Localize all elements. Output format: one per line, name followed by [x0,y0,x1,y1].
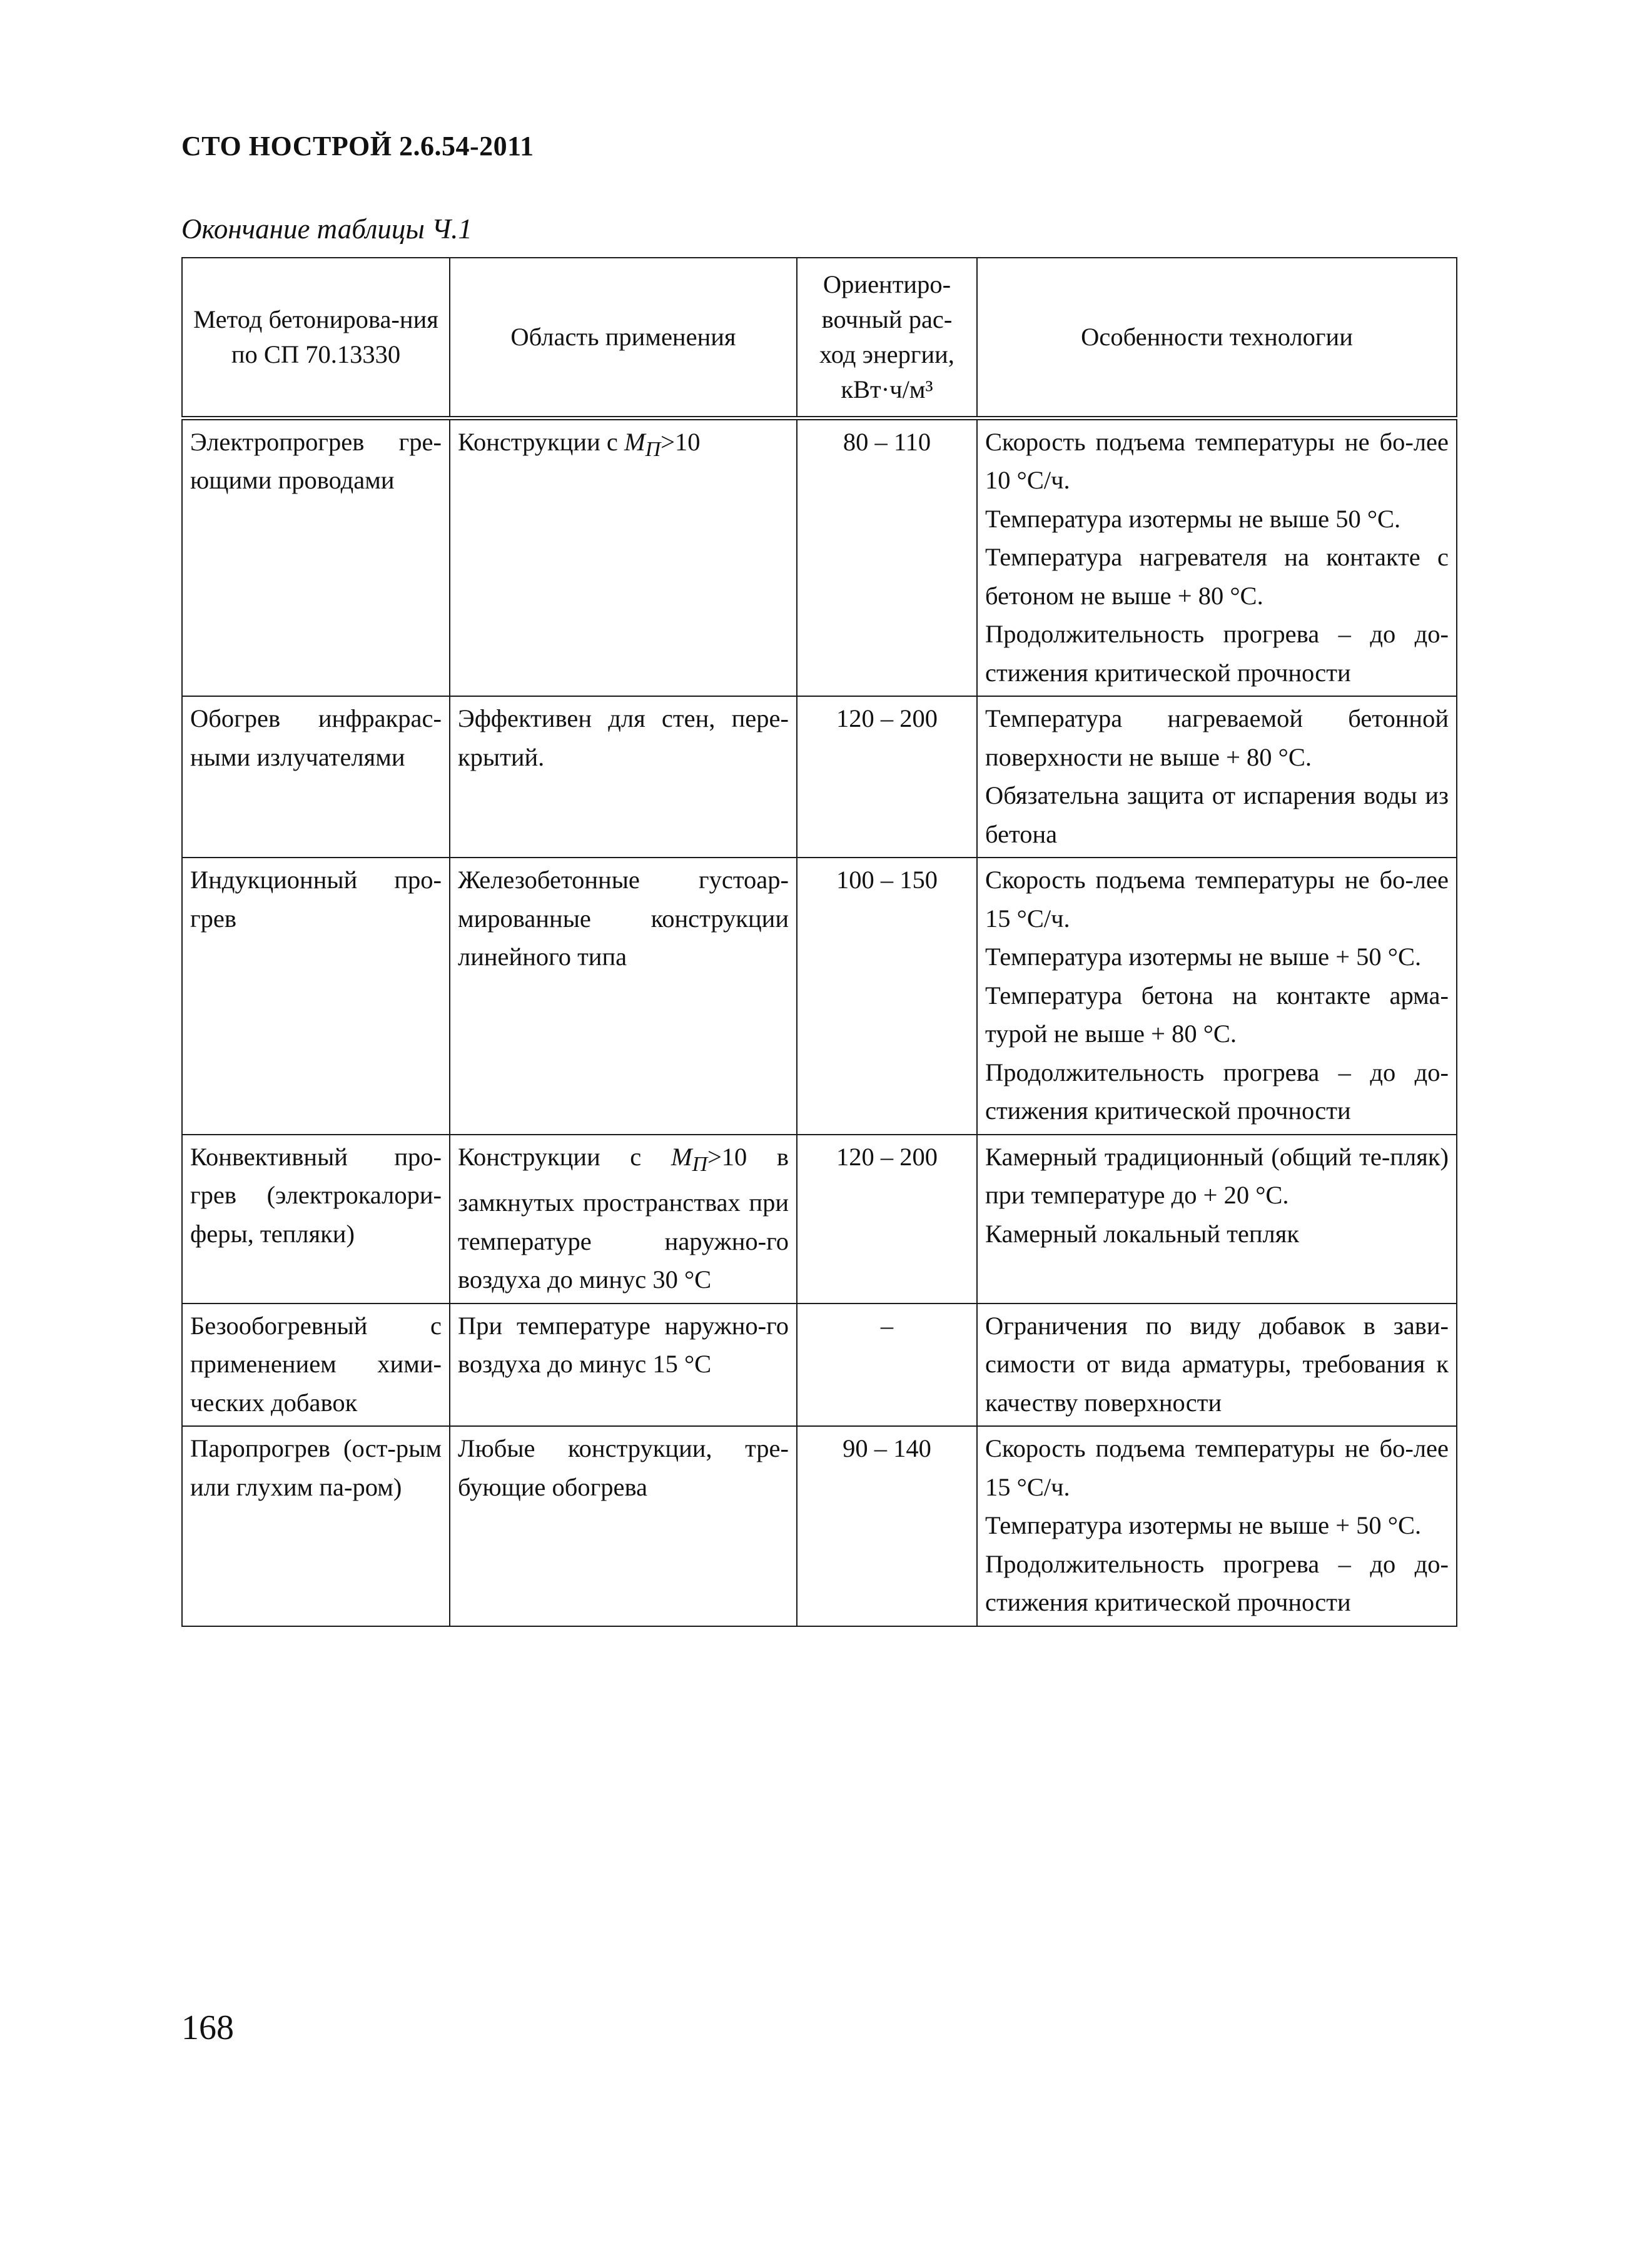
column-header-scope: Область применения [450,258,797,418]
feature-line: Температура изотермы не выше 50 °С. [985,504,1401,533]
cell-method: Электропрогрев гре-ющими проводами [182,418,450,696]
column-header-energy: Ориентиро-вочный рас-ход энергии, кВт·ч/м³ [797,258,977,418]
header-row [182,258,1457,418]
feature-line: Продолжительность прогрева – до до-стижения критической прочности [985,1549,1449,1617]
cell-features [977,418,1457,696]
feature-line: Скорость подъема температуры не бо-лее 15 °С/ч. [985,1434,1449,1501]
data-table [181,257,1457,1627]
cell-features [977,1304,1457,1427]
table-row [182,696,1457,858]
scope-text: Конструкции с [458,1142,671,1171]
table-caption: Окончание таблицы Ч.1 [181,213,472,245]
cell-energy: 120 – 200 [797,696,977,858]
table-header [182,258,1457,418]
feature-line: Продолжительность прогрева – до до-стижения критической прочности [985,1058,1449,1125]
cell-scope [450,1135,797,1304]
scope-symbol: M [624,427,645,456]
feature-line: Температура изотермы не выше + 50 °С. [985,943,1422,971]
cell-method: Безообогревный с применением хими-ческих добавок [182,1304,450,1427]
cell-scope: Железобетонные густоар-мированные конструкции линейного типа [450,858,797,1135]
feature-line: Температура бетона на контакте арма-турой не выше + 80 °С. [985,981,1449,1048]
feature-line: Камерный традиционный (общий те-пляк) при температуре до + 20 °С. [985,1142,1449,1209]
feature-line: Скорость подъема температуры не бо-лее 15 °С/ч. [985,866,1449,933]
cell-scope: Эффективен для стен, пере-крытий. [450,696,797,858]
cell-method: Индукционный про-грев [182,858,450,1135]
cell-energy: 90 – 140 [797,1426,977,1626]
cell-scope: При температуре наружно-го воздуха до минус 15 °С [450,1304,797,1427]
cell-energy: 100 – 150 [797,858,977,1135]
table-row [182,1304,1457,1427]
scope-text-tail: >10 в замкнутых пространствах при температуре наружно-го воздуха до минус 30 °С [458,1142,789,1294]
table-body [182,418,1457,1626]
feature-line: Обязательна защита от испарения воды из бетона [985,781,1449,848]
feature-line: Температура нагревателя на контакте с бетоном не выше + 80 °С. [985,543,1449,610]
scope-subscript: П [692,1152,707,1176]
table-row [182,418,1457,696]
feature-line: Продолжительность прогрева – до до-стижения критической прочности [985,620,1449,687]
cell-energy: – [797,1304,977,1427]
scope-symbol: M [671,1142,692,1171]
cell-features [977,1426,1457,1626]
scope-text-tail: >10 [661,427,701,456]
column-header-method: Метод бетонирова-ния по СП 70.13330 [182,258,450,418]
cell-features [977,1135,1457,1304]
table-row [182,1135,1457,1304]
feature-line: Ограничения по виду добавок в зави-симости от вида арматуры, требования к качеству поверхности [985,1311,1449,1417]
cell-method: Конвективный про-грев (электрокалори-феры, тепляки) [182,1135,450,1304]
column-header-features: Особенности технологии [977,258,1457,418]
cell-energy: 120 – 200 [797,1135,977,1304]
scope-text: Конструкции с [458,427,624,456]
cell-features [977,858,1457,1135]
cell-energy: 80 – 110 [797,418,977,696]
page-number: 168 [181,2008,234,2047]
table-row [182,1426,1457,1626]
cell-method: Обогрев инфракрас-ными излучателями [182,696,450,858]
table-row [182,858,1457,1135]
cell-scope: Любые конструкции, тре-бующие обогрева [450,1426,797,1626]
document-code: СТО НОСТРОЙ 2.6.54-2011 [181,131,534,161]
scope-subscript: П [645,437,661,461]
cell-scope [450,418,797,696]
feature-line: Температура нагреваемой бетонной поверхности не выше + 80 °С. [985,704,1449,771]
feature-line: Температура изотермы не выше + 50 °С. [985,1511,1422,1540]
cell-method: Паропрогрев (ост-рым или глухим па-ром) [182,1426,450,1626]
feature-line: Скорость подъема температуры не бо-лее 10 °С/ч. [985,427,1449,494]
feature-line: Камерный локальный тепляк [985,1219,1300,1248]
cell-features [977,696,1457,858]
